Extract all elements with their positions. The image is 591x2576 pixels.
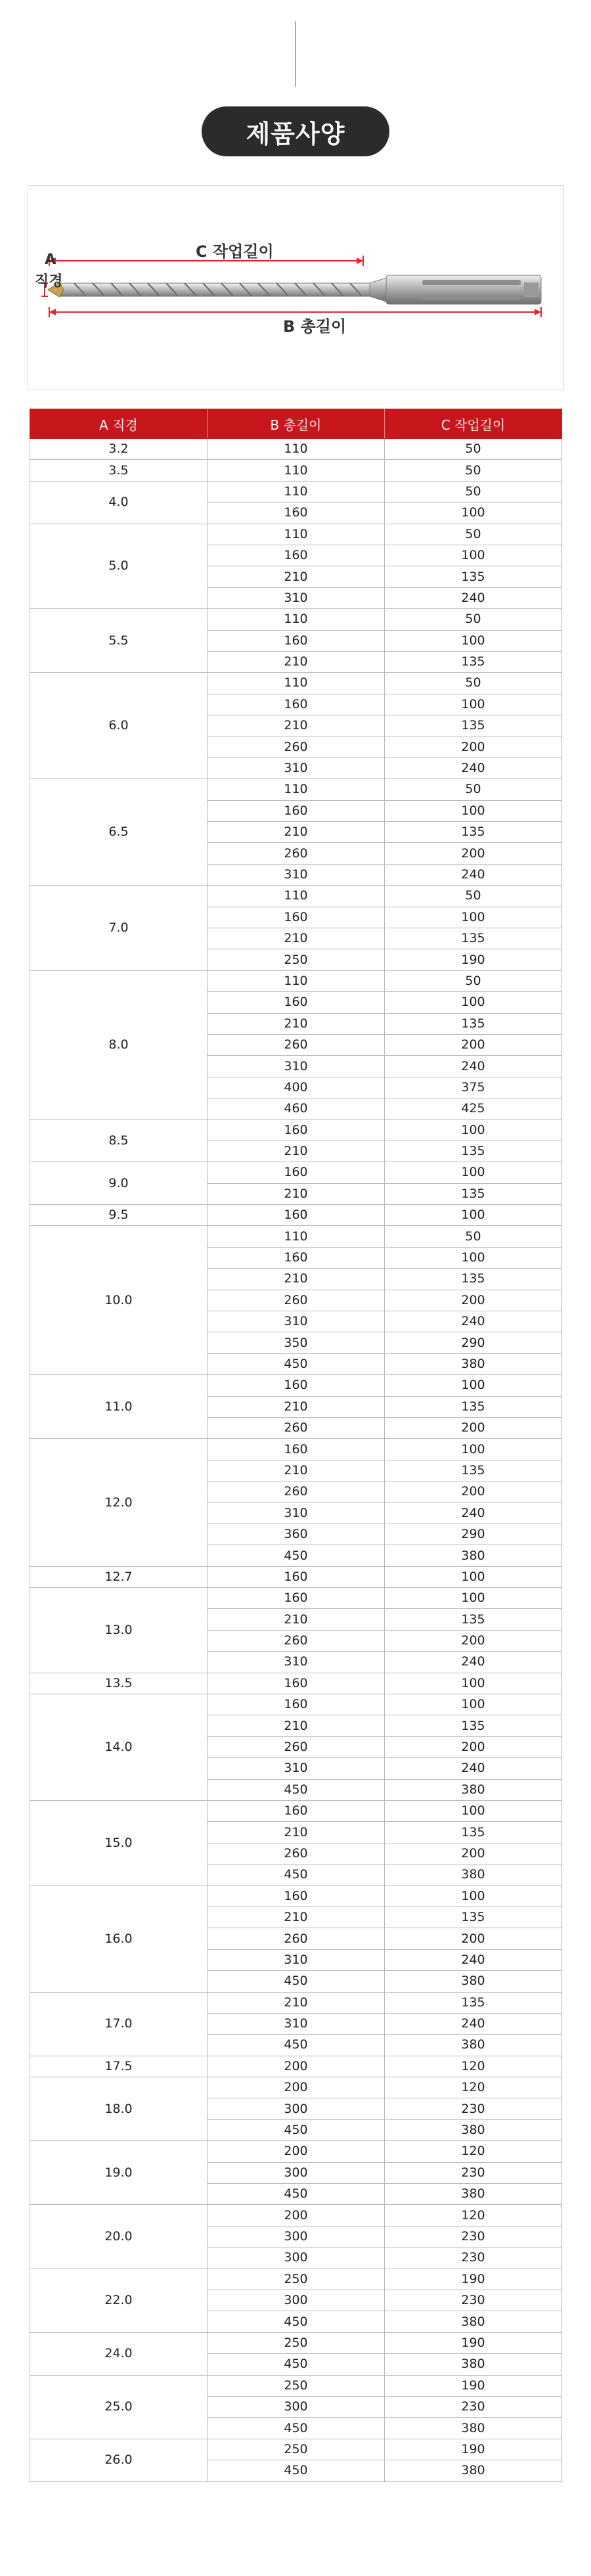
total-length-cell: 210 xyxy=(208,1715,385,1736)
working-length-cell: 100 xyxy=(385,1588,562,1609)
working-length-cell: 200 xyxy=(385,843,562,864)
diameter-cell: 16.0 xyxy=(30,1886,208,1992)
working-length-cell: 230 xyxy=(385,2098,562,2119)
table-row xyxy=(30,2332,562,2353)
total-length-cell: 260 xyxy=(208,1417,385,1438)
working-length-cell: 135 xyxy=(385,1715,562,1736)
total-length-cell: 310 xyxy=(208,1758,385,1779)
diameter-cell: 14.0 xyxy=(30,1694,208,1801)
diameter-label-text: 직경 xyxy=(35,273,63,290)
total-length-cell: 310 xyxy=(208,587,385,608)
table-row xyxy=(30,1566,562,1587)
total-length-cell: 160 xyxy=(208,1162,385,1183)
table-row xyxy=(30,2269,562,2290)
total-length-cell: 210 xyxy=(208,715,385,736)
table-row xyxy=(30,1673,562,1694)
working-length-cell: 120 xyxy=(385,2141,562,2162)
working-length-cell: 100 xyxy=(385,1439,562,1460)
working-length-cell: 230 xyxy=(385,2248,562,2269)
total-length-cell: 160 xyxy=(208,1439,385,1460)
working-length-cell: 380 xyxy=(385,1353,562,1374)
table-row xyxy=(30,886,562,907)
diameter-cell: 6.0 xyxy=(30,673,208,779)
working-length-cell: 50 xyxy=(385,886,562,907)
total-length-cell: 210 xyxy=(208,1183,385,1204)
diameter-cell: 10.0 xyxy=(30,1226,208,1375)
total-length-cell: 450 xyxy=(208,1779,385,1800)
total-length-cell: 160 xyxy=(208,503,385,524)
table-row xyxy=(30,460,562,481)
total-length-cell: 450 xyxy=(208,1545,385,1566)
total-length-cell: 460 xyxy=(208,1098,385,1119)
total-length-cell: 260 xyxy=(208,1928,385,1949)
total-length-cell: 160 xyxy=(208,1205,385,1226)
total-length-cell: 310 xyxy=(208,1652,385,1673)
diameter-cell: 9.0 xyxy=(30,1162,208,1205)
diameter-cell: 17.5 xyxy=(30,2056,208,2077)
working-length-cell: 135 xyxy=(385,566,562,587)
total-length-cell: 450 xyxy=(208,2460,385,2481)
working-length-cell: 120 xyxy=(385,2077,562,2098)
table-row xyxy=(30,1162,562,1183)
total-length-cell: 450 xyxy=(208,2418,385,2439)
total-length-cell: 210 xyxy=(208,1822,385,1843)
total-length-cell: 260 xyxy=(208,1290,385,1311)
working-length-cell: 100 xyxy=(385,503,562,524)
working-length-cell: 50 xyxy=(385,779,562,800)
total-length-cell: 300 xyxy=(208,2098,385,2119)
table-row xyxy=(30,1992,562,2013)
total-length-cell: 260 xyxy=(208,1736,385,1757)
diameter-cell: 19.0 xyxy=(30,2141,208,2205)
working-length-cell: 240 xyxy=(385,2013,562,2034)
working-length-cell: 50 xyxy=(385,970,562,991)
working-length-cell: 380 xyxy=(385,2354,562,2375)
working-length-cell: 135 xyxy=(385,1013,562,1034)
total-length-cell: 160 xyxy=(208,1119,385,1141)
working-length-cell: 230 xyxy=(385,2226,562,2247)
total-length-cell: 210 xyxy=(208,1269,385,1290)
total-length-cell: 450 xyxy=(208,2311,385,2332)
working-length-cell: 240 xyxy=(385,1056,562,1077)
total-length-cell: 160 xyxy=(208,1673,385,1694)
working-length-cell: 100 xyxy=(385,1801,562,1822)
diameter-cell: 11.0 xyxy=(30,1375,208,1439)
total-length-cell: 310 xyxy=(208,864,385,885)
working-length-cell: 100 xyxy=(385,1694,562,1715)
total-length-cell: 160 xyxy=(208,545,385,566)
working-length-cell: 50 xyxy=(385,673,562,694)
total-length-cell: 450 xyxy=(208,1353,385,1374)
diameter-cell: 5.0 xyxy=(30,524,208,609)
total-length-cell: 450 xyxy=(208,2354,385,2375)
working-length-cell: 380 xyxy=(385,2119,562,2140)
table-row xyxy=(30,1886,562,1907)
table-row xyxy=(30,2205,562,2226)
working-length-cell: 190 xyxy=(385,949,562,970)
working-length-cell: 230 xyxy=(385,2162,562,2183)
total-length-cell: 300 xyxy=(208,2248,385,2269)
page-title xyxy=(202,106,389,156)
diameter-cell: 22.0 xyxy=(30,2269,208,2332)
working-length-cell: 100 xyxy=(385,800,562,821)
working-length-cell: 135 xyxy=(385,1822,562,1843)
working-length-cell: 240 xyxy=(385,1652,562,1673)
total-length-cell: 200 xyxy=(208,2141,385,2162)
diameter-cell: 13.5 xyxy=(30,1673,208,1694)
working-length-cell: 100 xyxy=(385,1205,562,1226)
total-length-cell: 110 xyxy=(208,460,385,481)
total-length-cell: 260 xyxy=(208,1481,385,1503)
diameter-label-a: A xyxy=(45,252,56,268)
table-row xyxy=(30,779,562,800)
total-length-cell: 400 xyxy=(208,1077,385,1098)
working-length-cell: 380 xyxy=(385,2418,562,2439)
working-length-cell: 380 xyxy=(385,2035,562,2056)
diameter-cell: 18.0 xyxy=(30,2077,208,2141)
total-length-cell: 210 xyxy=(208,1460,385,1481)
total-length-cell: 110 xyxy=(208,886,385,907)
diameter-cell: 26.0 xyxy=(30,2439,208,2481)
working-length-label: C 작업길이 xyxy=(196,242,274,261)
table-row xyxy=(30,609,562,630)
table-row xyxy=(30,2375,562,2396)
working-length-cell: 200 xyxy=(385,1034,562,1055)
working-length-cell: 200 xyxy=(385,1290,562,1311)
total-length-cell: 250 xyxy=(208,949,385,970)
working-length-cell: 50 xyxy=(385,609,562,630)
working-length-cell: 200 xyxy=(385,1417,562,1438)
total-length-cell: 110 xyxy=(208,779,385,800)
total-length-cell: 250 xyxy=(208,2332,385,2353)
working-length-cell: 135 xyxy=(385,715,562,736)
total-length-cell: 160 xyxy=(208,1801,385,1822)
column-header-diameter: A 직경 xyxy=(30,409,208,439)
total-length-cell: 260 xyxy=(208,843,385,864)
total-length-cell: 160 xyxy=(208,1566,385,1587)
table-row xyxy=(30,1588,562,1609)
diameter-cell: 12.7 xyxy=(30,1566,208,1587)
total-length-cell: 310 xyxy=(208,757,385,779)
working-length-cell: 135 xyxy=(385,1992,562,2013)
total-length-cell: 300 xyxy=(208,2290,385,2311)
working-length-cell: 100 xyxy=(385,992,562,1013)
table-row xyxy=(30,2077,562,2098)
diameter-cell: 12.0 xyxy=(30,1439,208,1566)
working-length-cell: 190 xyxy=(385,2439,562,2460)
total-length-cell: 360 xyxy=(208,1524,385,1545)
table-row xyxy=(30,2056,562,2077)
total-length-cell: 160 xyxy=(208,907,385,928)
working-length-cell: 50 xyxy=(385,460,562,481)
diameter-cell: 15.0 xyxy=(30,1801,208,1886)
page-title-text: 제품사양 xyxy=(246,119,345,148)
working-length-cell: 240 xyxy=(385,1503,562,1524)
working-length-cell: 135 xyxy=(385,1396,562,1417)
total-length-cell: 110 xyxy=(208,673,385,694)
table-row xyxy=(30,970,562,991)
working-length-cell: 230 xyxy=(385,2290,562,2311)
working-length-cell: 380 xyxy=(385,1971,562,1992)
table-row xyxy=(30,1694,562,1715)
working-length-cell: 290 xyxy=(385,1524,562,1545)
working-length-cell: 200 xyxy=(385,1736,562,1757)
total-length-cell: 450 xyxy=(208,2119,385,2140)
table-row xyxy=(30,1439,562,1460)
total-length-cell: 260 xyxy=(208,1034,385,1055)
table-row xyxy=(30,439,562,460)
diameter-cell: 8.5 xyxy=(30,1119,208,1162)
drill-bit-illustration xyxy=(28,186,563,390)
working-length-cell: 380 xyxy=(385,2184,562,2205)
working-length-cell: 380 xyxy=(385,1864,562,1886)
working-length-cell: 100 xyxy=(385,1886,562,1907)
total-length-cell: 300 xyxy=(208,2162,385,2183)
total-length-cell: 450 xyxy=(208,2035,385,2056)
total-length-cell: 210 xyxy=(208,928,385,949)
drill-bit-diagram xyxy=(28,185,564,390)
total-length-cell: 310 xyxy=(208,1056,385,1077)
working-length-cell: 100 xyxy=(385,1119,562,1141)
diameter-cell: 7.0 xyxy=(30,886,208,971)
working-length-cell: 50 xyxy=(385,439,562,460)
working-length-cell: 120 xyxy=(385,2205,562,2226)
total-length-cell: 110 xyxy=(208,970,385,991)
column-header-total-length: B 총길이 xyxy=(208,409,385,439)
table-row xyxy=(30,1119,562,1141)
working-length-cell: 375 xyxy=(385,1077,562,1098)
table-row xyxy=(30,2141,562,2162)
diameter-cell: 8.0 xyxy=(30,970,208,1119)
total-length-cell: 160 xyxy=(208,1375,385,1396)
total-length-cell: 160 xyxy=(208,630,385,651)
total-length-cell: 210 xyxy=(208,566,385,587)
total-length-cell: 200 xyxy=(208,2077,385,2098)
total-length-cell: 110 xyxy=(208,524,385,545)
total-length-cell: 160 xyxy=(208,694,385,715)
total-length-cell: 160 xyxy=(208,992,385,1013)
working-length-cell: 100 xyxy=(385,545,562,566)
diameter-cell: 6.5 xyxy=(30,779,208,886)
total-length-cell: 310 xyxy=(208,2013,385,2034)
working-length-cell: 425 xyxy=(385,1098,562,1119)
working-length-cell: 230 xyxy=(385,2396,562,2417)
working-length-cell: 240 xyxy=(385,1949,562,1970)
diameter-cell: 4.0 xyxy=(30,481,208,524)
total-length-cell: 210 xyxy=(208,1992,385,2013)
working-length-cell: 50 xyxy=(385,481,562,502)
working-length-cell: 100 xyxy=(385,1247,562,1268)
working-length-cell: 380 xyxy=(385,1545,562,1566)
diameter-cell: 20.0 xyxy=(30,2205,208,2269)
total-length-cell: 200 xyxy=(208,2205,385,2226)
working-length-cell: 135 xyxy=(385,1269,562,1290)
total-length-cell: 350 xyxy=(208,1332,385,1353)
working-length-cell: 380 xyxy=(385,2311,562,2332)
working-length-cell: 200 xyxy=(385,1843,562,1864)
working-length-cell: 290 xyxy=(385,1332,562,1353)
spec-table xyxy=(30,409,562,2482)
total-length-cell: 260 xyxy=(208,1630,385,1651)
total-length-cell: 250 xyxy=(208,2439,385,2460)
table-row xyxy=(30,1205,562,1226)
working-length-cell: 135 xyxy=(385,928,562,949)
total-length-cell: 450 xyxy=(208,2184,385,2205)
table-row xyxy=(30,481,562,502)
diameter-cell: 25.0 xyxy=(30,2375,208,2439)
working-length-cell: 100 xyxy=(385,630,562,651)
total-length-cell: 260 xyxy=(208,1843,385,1864)
total-length-cell: 110 xyxy=(208,439,385,460)
working-length-cell: 190 xyxy=(385,2269,562,2290)
table-row xyxy=(30,1226,562,1247)
working-length-cell: 135 xyxy=(385,1907,562,1928)
working-length-cell: 240 xyxy=(385,1311,562,1332)
total-length-cell: 260 xyxy=(208,736,385,757)
working-length-cell: 190 xyxy=(385,2332,562,2353)
total-length-cell: 450 xyxy=(208,1864,385,1886)
column-header-working-length: C 작업길이 xyxy=(385,409,562,439)
working-length-cell: 240 xyxy=(385,757,562,779)
total-length-cell: 210 xyxy=(208,1396,385,1417)
total-length-cell: 160 xyxy=(208,1588,385,1609)
top-divider-line xyxy=(295,21,296,87)
working-length-cell: 380 xyxy=(385,2460,562,2481)
working-length-cell: 120 xyxy=(385,2056,562,2077)
total-length-cell: 250 xyxy=(208,2375,385,2396)
total-length-cell: 310 xyxy=(208,1503,385,1524)
spec-table-body xyxy=(30,439,562,2482)
working-length-cell: 240 xyxy=(385,587,562,608)
total-length-cell: 160 xyxy=(208,1247,385,1268)
total-length-cell: 160 xyxy=(208,1886,385,1907)
working-length-cell: 135 xyxy=(385,1183,562,1204)
working-length-cell: 190 xyxy=(385,2375,562,2396)
diameter-cell: 9.5 xyxy=(30,1205,208,1226)
diameter-cell: 17.0 xyxy=(30,1992,208,2056)
total-length-cell: 160 xyxy=(208,800,385,821)
working-length-cell: 135 xyxy=(385,1141,562,1162)
working-length-cell: 135 xyxy=(385,822,562,843)
working-length-cell: 135 xyxy=(385,651,562,672)
total-length-cell: 110 xyxy=(208,609,385,630)
diameter-cell: 5.5 xyxy=(30,609,208,673)
working-length-cell: 100 xyxy=(385,907,562,928)
working-length-cell: 50 xyxy=(385,524,562,545)
drill-bit xyxy=(48,275,541,304)
working-length-cell: 380 xyxy=(385,1779,562,1800)
table-row xyxy=(30,1375,562,1396)
working-length-cell: 135 xyxy=(385,1609,562,1630)
working-length-cell: 100 xyxy=(385,1162,562,1183)
total-length-cell: 110 xyxy=(208,1226,385,1247)
total-length-cell: 210 xyxy=(208,1013,385,1034)
table-row xyxy=(30,524,562,545)
total-length-cell: 160 xyxy=(208,1694,385,1715)
working-length-cell: 135 xyxy=(385,1460,562,1481)
working-length-cell: 240 xyxy=(385,1758,562,1779)
total-length-cell: 210 xyxy=(208,1609,385,1630)
total-length-cell: 110 xyxy=(208,481,385,502)
working-length-cell: 100 xyxy=(385,1673,562,1694)
total-length-cell: 210 xyxy=(208,822,385,843)
total-length-label: B 총길이 xyxy=(283,317,347,336)
table-row xyxy=(30,673,562,694)
working-length-cell: 200 xyxy=(385,1928,562,1949)
working-length-cell: 200 xyxy=(385,1630,562,1651)
diameter-cell: 24.0 xyxy=(30,2332,208,2375)
working-length-cell: 100 xyxy=(385,1566,562,1587)
total-length-cell: 210 xyxy=(208,1907,385,1928)
working-length-cell: 200 xyxy=(385,1481,562,1503)
total-length-cell: 310 xyxy=(208,1949,385,1970)
table-row xyxy=(30,1801,562,1822)
working-length-cell: 50 xyxy=(385,1226,562,1247)
diameter-cell: 13.0 xyxy=(30,1588,208,1673)
diameter-cell: 3.5 xyxy=(30,460,208,481)
total-length-cell: 310 xyxy=(208,1311,385,1332)
working-length-cell: 100 xyxy=(385,694,562,715)
diameter-cell: 3.2 xyxy=(30,439,208,460)
total-length-cell: 210 xyxy=(208,651,385,672)
table-row xyxy=(30,2439,562,2460)
total-length-cell: 210 xyxy=(208,1141,385,1162)
working-length-cell: 100 xyxy=(385,1375,562,1396)
table-header-row xyxy=(30,409,562,439)
total-length-cell: 200 xyxy=(208,2056,385,2077)
total-length-cell: 300 xyxy=(208,2396,385,2417)
total-length-cell: 250 xyxy=(208,2269,385,2290)
total-length-cell: 450 xyxy=(208,1971,385,1992)
total-length-cell: 300 xyxy=(208,2226,385,2247)
working-length-cell: 240 xyxy=(385,864,562,885)
working-length-cell: 200 xyxy=(385,736,562,757)
